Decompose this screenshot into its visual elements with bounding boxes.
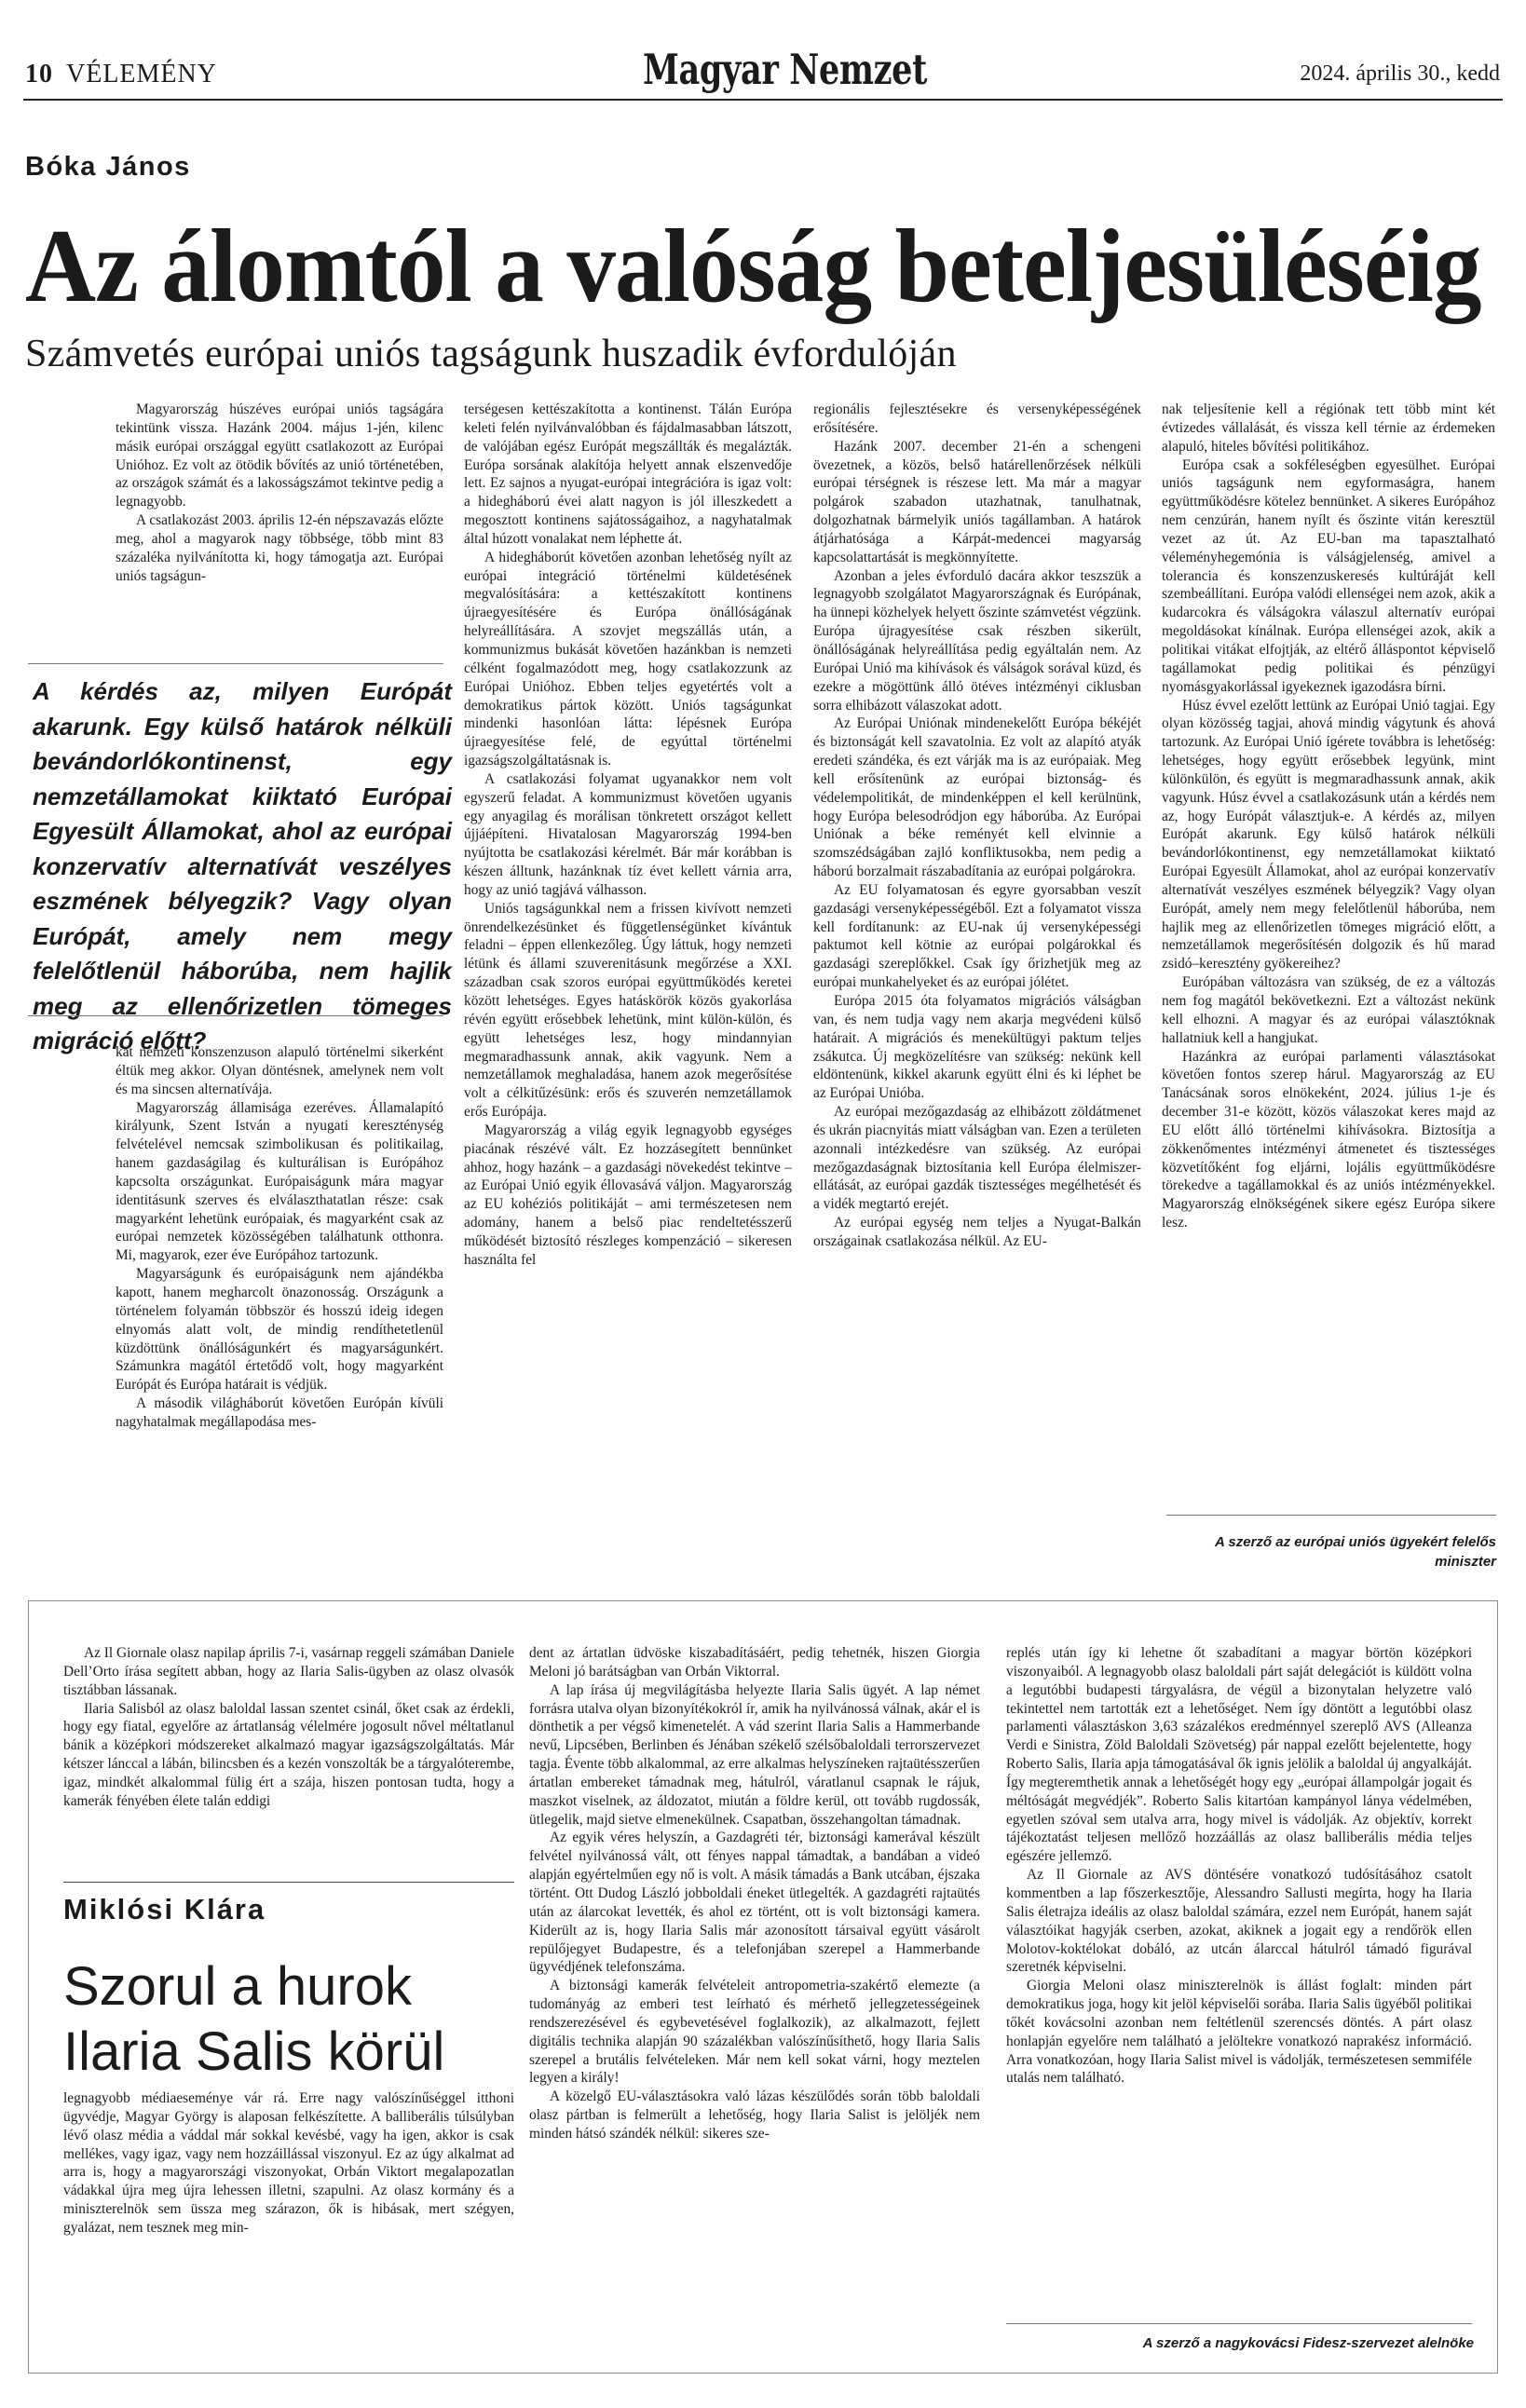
paragraph: replés után így ki lehetne őt szabadítani a magyar börtön középkori viszonyaiból. A legnagyobb olasz baloldali párt saját delegációt is küldött volna a legutóbbi budapesti tárgyalásra, de végül a bizonytalan helyzetre való tekintettel nem tartották ezt a lehetőséget. Nem így döntött a legutóbbi olasz parlamenti választáskon 3,63 százalékos eredménnyel szereplő AVS (Alleanza Verdi e Sinistra, Zöld Baloldali Szövetség) pár nappal ezelőtt bejelentette, hogy Roberto Salis, Ilaria apja támogatásával ők ignis jelölik a baloldal új angyalkáját. Így megteremthetik annak a lehetőségét hogy egy „európai állampolgár jogait és méltóságát megvédjék”. Roberto Salis kitartóan kampányol lánya védelmében, egyetlen szóval sem utalva arra, hogy mivel is vádolják. Az objektív, korrekt tájékoztatást teljesen mellőző hozzáállás az olasz balliberális média teljes egészére jellemző. bbox=[1006, 1645, 1472, 1865]
pull-quote-rule-bottom bbox=[28, 1015, 443, 1016]
article-subtitle: Számvetés európai uniós tagságunk huszadik évfordulóján bbox=[25, 333, 957, 375]
issue-date: 2024. április 30., kedd bbox=[1300, 61, 1500, 86]
author-credit: A szerző az európai uniós ügyekért felelős miniszter bbox=[1214, 1534, 1496, 1570]
paragraph: Az európai mezőgazdaság az elhibázott zöldátmenet és ukrán piacnyitás miatt válságban van. Ezen a területen azonnali intézkedésre van szükség. Az európai mezőgazdaságnak biztosítania kell Európa élelmiszer-ellátását, az európai gazdák tisztességes megélhetését és a vidék megtartó erejét. bbox=[813, 1104, 1141, 1213]
article-column-3 bbox=[813, 401, 1141, 1251]
paragraph: Az Európai Uniónak mindenekelőtt Európa békéjét és biztonságát kell szavatolnia. Ez volt az alapító atyák eredeti szándéka, és ezt várják ma is az európaiak. Meg kell erősítenünk az európai biztonság- és védelempolitikát, de mindenképpen el kell kerülnünk, hogy Európa belesodródjon egy háborúba. Az Európai Uniónak a béke reményét kell elvinnie a szomszédságában zajló konfliktusokba, nem pedig a háború borzalmait rászabadítania az európai polgárokra. bbox=[813, 715, 1141, 880]
paragraph: A hidegháborút követően azonban lehetőség nyílt az európai integráció történelmi küldetésének megvalósítására: a kettészakított kontinens újraegyesítésére és Európa önállóságának helyreállítására. A szovjet megszállás után, a kommunizmus bukását követően hazánkban is nemzeti célként fogalmazódott meg, hogy csatlakozzunk az Európai Unióhoz. Ebben teljes egyetértés volt a demokratikus pártok között. Uniós tagságunkat mindenki hasonlóan látta: lépésnek Európa újraegyesítése felé, de egyúttal történelmi igazságszolgáltatásnak is. bbox=[464, 549, 792, 769]
article-column-4 bbox=[1162, 401, 1495, 1232]
paragraph: Azonban a jeles évforduló dacára akkor teszszük a legnagyobb szolgálatot Magyarországnak és Európának, ha ünnepi közhelyek helyett őszinte számvetést végzünk. Európa újragyesítése csak részben sikerült, önállóságának helyreállítása pedig egyáltalán nem. Az Európai Unió ma kihívások és válságok sorával küzd, és ezekre a mögöttünk álló ötéves intézményi ciklusban sorra elhibázott válaszokat adott. bbox=[813, 567, 1141, 714]
paragraph: Magyarország a világ egyik legnagyobb egységes piacának részévé vált. Ez hozzásegített bennünket ahhoz, hogy hazánk – a gazdasági növekedést tekintve – az Európai Unió egyik éllovasává váljon. Magyarország az EU kohéziós politikáját – ami természetesen nem adomány, hanem a belső piac rendeltetésszerű működését biztosító részleges kompenzáció – sikeresen használta fel bbox=[464, 1122, 792, 1268]
credit-rule bbox=[1166, 1515, 1496, 1516]
article-headline: Az álomtól a valóság beteljesüléséig bbox=[25, 209, 1481, 324]
article-column-1-bottom bbox=[116, 1043, 443, 1432]
page-number: 10 bbox=[25, 60, 53, 88]
article2-column-3 bbox=[1006, 1644, 1472, 2088]
paragraph: Magyarország húszéves európai uniós tagságára tekintünk vissza. Hazánk 2004. május 1-jén, kilenc másik európai országgal együtt csatlakozott az Európai Unióhoz. Ez volt az ötödik bővítés az unió történetében, az országok számát és a lakosságszámot tekintve pedig a legnagyobb. bbox=[116, 401, 443, 510]
section-name: VÉLEMÉNY bbox=[66, 60, 217, 88]
paragraph: Az Il Giornale olasz napilap április 7-i, vasárnap reggeli számában Daniele Dell’Orto írása segített abban, hogy az Ilaria Salis-ügyben az olasz olvasók tisztábban lássanak. bbox=[63, 1645, 514, 1698]
paragraph: Ilaria Salisból az olasz baloldal lassan szentet csinál, őket csak az érdekli, hogy egy fiatal, egyelőre az ártatlanság vélelmére jogosult nővel méltatlanul bánik a középkori módszereket alkalmazó magyar igazságszolgáltatás. Már kétszer lánccal a lábán, bilincsben és a kezén vonszolták be a tárgyalóterembe, igaz, mindkét alkalommal fülig ért a szája, hiszen pontosan tudta, hogy a kamerák fényében élete talán eddigi bbox=[63, 1700, 514, 1809]
paragraph: Európában változásra van szükség, de ez a változás nem fog magától bekövetkezni. Ezt a változást nekünk kell elhozni. A magyar és az európai választóknak hallatniuk kell a hangjukat. bbox=[1162, 974, 1495, 1046]
paragraph: Magyarország államisága ezeréves. Államalapító királyunk, Szent István a nyugati kereszténység felvételével nemcsak szimbolikusan és politikailag, hanem gazdaságilag és kulturálisan is Európához kapcsolta országunkat. Európaiságunk mára magyar identitásunk szerves és elválaszthatatlan része: csak magyarként lehetünk európaiak, és magyarként csak az európai nemzetek közösségében találhatunk otthonra. Mi, magyarok, ezer éve Európához tartozunk. bbox=[116, 1099, 443, 1264]
article-headline: Szorul a hurok Ilaria Salis körül bbox=[63, 1956, 445, 2082]
paragraph: Az Il Giornale az AVS döntésére vonatkozó tudósításához csatolt kommentben a lap főszerkesztője, Alessandro Sallusti megírta, hogy ha Ilaria Salis életrajza ideális az olasz baloldal számára, ezzel nem Európát, hanem saját választóikat hagyják cserben, azokat, akiknek a jogait egy a rendőrök ellen Molotov-koktélokat dobáló, az utcán álarccal hátulról támadó figurával szeretnék képviselni. bbox=[1006, 1867, 1472, 1976]
paragraph: Húsz évvel ezelőtt lettünk az Európai Unió tagjai. Egy olyan közösség tagjai, ahová mindig vágytunk és ahová tartozunk. Az Európai Unió ígérete továbbra is lehetőség: lehetséges, hogy együtt erősebbek legyünk, mint különkülön, és együtt is megmaradhassunk annak, akik vagyunk. Húsz évvel a csatlakozásunk után a kérdés nem az, hogy Európát választjuk-e. A kérdés az, milyen Európát akarunk. Egy külső határok nélküli bevándorlókontinenst, egy nemzetállamokat kiiktató Európai Egyesült Államokat, ahol az európai konzervatív alternatívát veszélyes eszmének bélyegzik? Vagy olyan Európát, amely nem megy felelőtlenül háborúba, nem hajlik meg az ellenőrizetlen tömeges migráció előtt, a nemzetállamok megerősítésén dolgozik és hű marad zsidó–keresztény gyökereihez? bbox=[1162, 697, 1495, 973]
paragraph: Európa csak a sokféleségben egyesülhet. Európai uniós tagságunk nem egyformaságra, hanem együttműködésre kötelez bennünket. A sikeres Európához nem cenzúrán, hanem nyílt és őszinte vitán keresztül vezet az út. Az EU-ban ma tapasztalható véleményhegemónia is válságjelenség, amivel a tolerancia és konszenzuskeresés kultúráját kell szembeállítani. Európa valódi ellenségei nem azok, akik a kudarcokra és válságokra válaszul alternatív európai megoldásokat kínálnak. Európa ellenségei azok, akik a politikai vitákat elfojtják, az eltérő álláspontot képviselő tagállamokat pedig politikai és pénzügyi nyomásgyakorlással igyekeznek igazodásra bírni. bbox=[1162, 456, 1495, 695]
paragraph: Az európai egység nem teljes a Nyugat-Balkán országainak csatlakozása nélkül. Az EU- bbox=[813, 1215, 1141, 1249]
credit-rule bbox=[1006, 2323, 1472, 2324]
paragraph: Giorgia Meloni olasz miniszterelnök is állást foglalt: minden párt demokratikus joga, hogy kit jelöl képviselői sorába. Ilaria Salis ügyéből politikai tőkét kovácsolni azonban nem feltétlenül szerencsés döntés. A párt olasz honlapján egyelőre nem található a jelöltekre vonatkozó naprakész információ. Arra vonatkozóan, hogy Ilaria Salist mivel is vádolják, természetesen semmiféle utalás nem található. bbox=[1006, 1978, 1472, 2087]
paragraph: Hazánkra az európai parlamenti választásokat követően fontos szerep hárul. Magyarország az EU Tanácsának soros elnökeként, 2024. július 1-je és december 31-e között, közös válaszokat keres majd az EU előtt álló történelmi kihívásokra. Biztosítja a zökkenőmentes intézményi átmenetet és tisztességes közvetítőként fog eljárni, lojális együttműködésre törekedve a tagállamokkal és az uniós intézményekkel. Magyarország elnökségének sikere egész Európa sikere lesz. bbox=[1162, 1048, 1495, 1231]
article-column-1-top bbox=[116, 401, 443, 585]
paragraph: terségesen kettészakította a kontinenst. Tálán Európa keleti felén nyilvánvalóbban és fájdalmasabban látszott, de valójában egész Európát megszállták és megalázták. Európa sorsának alakítója helyett annak elszenvedője lett. Ez sajnos a nyugat-európai integrációra is igaz volt: a hidegháború évei alatt nagyon is jól illeszkedett a megosztott kontinens sajátosságaihoz, a nagyhatalmak által húzott vonalakat nem léphette át. bbox=[464, 401, 792, 547]
paragraph: Az EU folyamatosan és egyre gyorsabban veszít gazdasági versenyképességéből. Ezt a folyamatot vissza kell fordítanunk: az EU-nak új versenyképességi paktumot kell kötnie az európai polgárokkal és gazdasági szereplőkkel. Csak így őrizhetjük meg az európai munkahelyeket és az európai jólétet. bbox=[813, 881, 1141, 991]
pull-quote: A kérdés az, milyen Európát akarunk. Egy külső határok nélküli bevándorlókontinenst, egy nemzetállamokat kiiktató Európai Egyesült Államokat, ahol az európai konzervatív alternatívát veszélyes eszmének bélyegzik? Vagy olyan Európát, amely nem megy felelőtlenül háborúba, nem hajlik meg az ellenőrizetlen tömeges migráció előtt? bbox=[33, 677, 452, 1054]
paragraph: nak teljesítenie kell a régiónak tett több mint két évtizedes vállalását, és vissza kell térnie az érdemeken alapuló, hiteles bővítési politikához. bbox=[1162, 401, 1495, 455]
header-divider bbox=[23, 99, 1503, 101]
article-author: Miklósi Klára bbox=[63, 1893, 266, 1925]
author-credit: A szerző a nagykovácsi Fidesz-szervezet alelnöke bbox=[1142, 2335, 1474, 2351]
paragraph: dent az ártatlan üdvöske kiszabadításáért, pedig tehetnék, hiszen Giorgia Meloni jó barátságban van Orbán Viktorral. bbox=[529, 1645, 980, 1680]
paragraph: legnagyobb médiaeseménye vár rá. Erre nagy valószínűséggel itthoni ügyvédje, Magyar György is alaposan felkészítette. A balliberális túlsúlyban lévő olasz média a váddal már sokkal kevésbé, vagy ha igen, akkor is csak mellékes, vagy igaz, vagy nem hozzáillással viszonyul. Ez az úgy alkalmat ad arra is, hogy a magyarországi viszonyokat, Orbán Viktort megalapozatlan vádakkal újra meg újra lehessen illetni, szapulni. Az olasz kormány és a miniszterelnök sem üssza meg szárazon, ők is hibásak, mert szégyen, gyalázat, nem tesznek meg min- bbox=[63, 2090, 514, 2236]
paragraph: A közelgő EU-választásokra való lázas készülődés során több baloldali olasz pártban is felmerült a lehetőség, hogy Ilaria Salist is jelöljék nem minden hátsó szándék nélkül: sikeres sze- bbox=[529, 2088, 980, 2142]
paragraph: A második világháborút követően Európán kívüli nagyhatalmak megállapodása mes- bbox=[116, 1395, 443, 1430]
paragraph: A csatlakozási folyamat ugyanakkor nem volt egyszerű feladat. A kommunizmust követően ugyanis egy anyagilag és morálisan tönkretett országot kellett újjáépíteni. Hivatalosan Magyarország 1994-ben nyújtotta be csatlakozási kérelmét. Bár már korábban is készen álltunk, hazánknak tíz évet kellett várnia arra, hogy az unió tagjává válhasson. bbox=[464, 770, 792, 898]
paragraph: Magyarságunk és európaiságunk nem ajándékba kapott, hanem megharcolt önazonosság. Országunk a történelem folyamán többször és hosszú ideig idegen elnyomás alatt volt, de mindig rendíthetetlenül küzdöttünk önállóságunkért és magyarságunkért. Számunkra magától értetődő volt, hogy magyarként Európát és Európa határait is védjük. bbox=[116, 1266, 443, 1394]
author-rule bbox=[63, 1882, 514, 1883]
paragraph: Uniós tagságunkkal nem a frissen kivívott nemzeti önrendelkezésünket és függetlenségünket kívántuk feladni – éppen ellenkezőleg. Úgy láttuk, hogy nemzeti létünk és állami szuverenitásunk megőrzése a XXI. században csak szoros európai együttműködés keretei között lehetséges. Egyes hatáskörök közös gyakorlása révén együtt erősebbek lehetünk, mint külön-külön, és együtt lehetséges lesz, hogy mindannyian megmaradhassunk annak, akik vagyunk. Nem a nemzetállamok meghaladása, hanem azok megerősítése volt a célkitűzésünk: erős és szuverén nemzetállamok erős Európája. bbox=[464, 900, 792, 1121]
masthead-logo: Magyar Nemzet bbox=[643, 45, 927, 94]
article2-column-2 bbox=[529, 1644, 980, 2143]
article-author: Bóka János bbox=[25, 152, 191, 182]
article2-column-1-bottom bbox=[63, 2089, 514, 2238]
paragraph: A lap írása új megvilágításba helyezte Ilaria Salis ügyét. A lap német forrásra utalva olyan bizonyítékokról ír, amik ha nyilvánossá válnak, akár el is dönthetik a per végső kimenetelét. A vád szerint Ilaria Salis a Hammerbande nevű, Lipcsében, Berlinben és Jénában székelő szélsőbaloldali terrorszervezet tagja. Évente több alkalommal, az erre alkalmas helyszíneken rajtaütésszerűen ártatlan embereket támadnak meg, hátulról, váratlanul csapnak le rájuk, maszkot viselnek, az áldozatot, miután a földre kerül, ott tovább rugdossák, ütlegelik, majd sietve elmenekülnek. Csapatban, összehangoltan támadnak. bbox=[529, 1681, 980, 1828]
article-column-2 bbox=[464, 401, 792, 1270]
paragraph: Európa 2015 óta folyamatos migrációs válságban van, és nem tudja vagy nem akarja megvédeni külső határait. A migrációs és menekültügyi paktum teljes zsákutca. Új megközelítésre van szükség: nekünk kell eldöntenünk, kikkel akarunk együtt élni és ki léphet be az Európai Unióba. bbox=[813, 993, 1141, 1102]
paragraph: Az egyik véres helyszín, a Gazdagréti tér, biztonsági kamerával készült felvétel nyilvánossá vált, ott fényes nappal támadtak, a bandában a videó alapján egyértelműen egy nő is volt. A másik támadás a Bank utcában, éjszaka történt. Ott Dudog László jobboldali éneket ütlegelték. A gazdagréti rajtaütés után az álarcokat levették, és ahol ez történt, ott is volt biztonsági kamera. Kiderült az is, hogy Ilaria Salis már azonosított társaival együtt vásárolt repülőjegyet Budapestre, és a telefonjában szerepel a Hammerbande ügyvédjének telefonszáma. bbox=[529, 1830, 980, 1976]
paragraph: A biztonsági kamerák felvételeit antropometria-szakértő elemezte (a tudományág az emberi test leírható és mérhető jellegzetességeinek rendszerezésével és egybevetésével foglalkozik), az alkalmazott, fejlett digitális technika alapján 90 százalékban valószínűsíthető, hogy Ilaria Salis szerepel a brutális felvételeken. Már nem kell sokat várni, hogy meztelen legyen a király! bbox=[529, 1978, 980, 2087]
page-section-header bbox=[25, 60, 217, 89]
paragraph: Hazánk 2007. december 21-én a schengeni övezetnek, a közös, belső határellenőrzések nélküli európai térségnek is részese lett. Ma már a magyar polgárok szabadon utazhatnak, tanulhatnak, dolgozhatnak bármelyik uniós tagállamban. A határok átjárhatósága a Kárpát-medencei magyarság kapcsolattartását is megkönnyítette. bbox=[813, 438, 1141, 565]
paragraph: regionális fejlesztésekre és versenyképességének erősítésére. bbox=[813, 401, 1141, 436]
paragraph: A csatlakozást 2003. április 12-én népszavazás előzte meg, ahol a magyarok nagy többsége, több mint 83 százaléka nyilvánította ki, hogy támogatja azt. Európai uniós tagságun- bbox=[116, 512, 443, 584]
paragraph: kat nemzeti konszenzuson alapuló történelmi sikerként éltük meg akkor. Olyan döntésnek, amelynek nem volt és ma sincsen alternatívája. bbox=[116, 1044, 443, 1097]
article2-column-1-top bbox=[63, 1644, 514, 1811]
pull-quote-rule-top bbox=[28, 663, 443, 664]
